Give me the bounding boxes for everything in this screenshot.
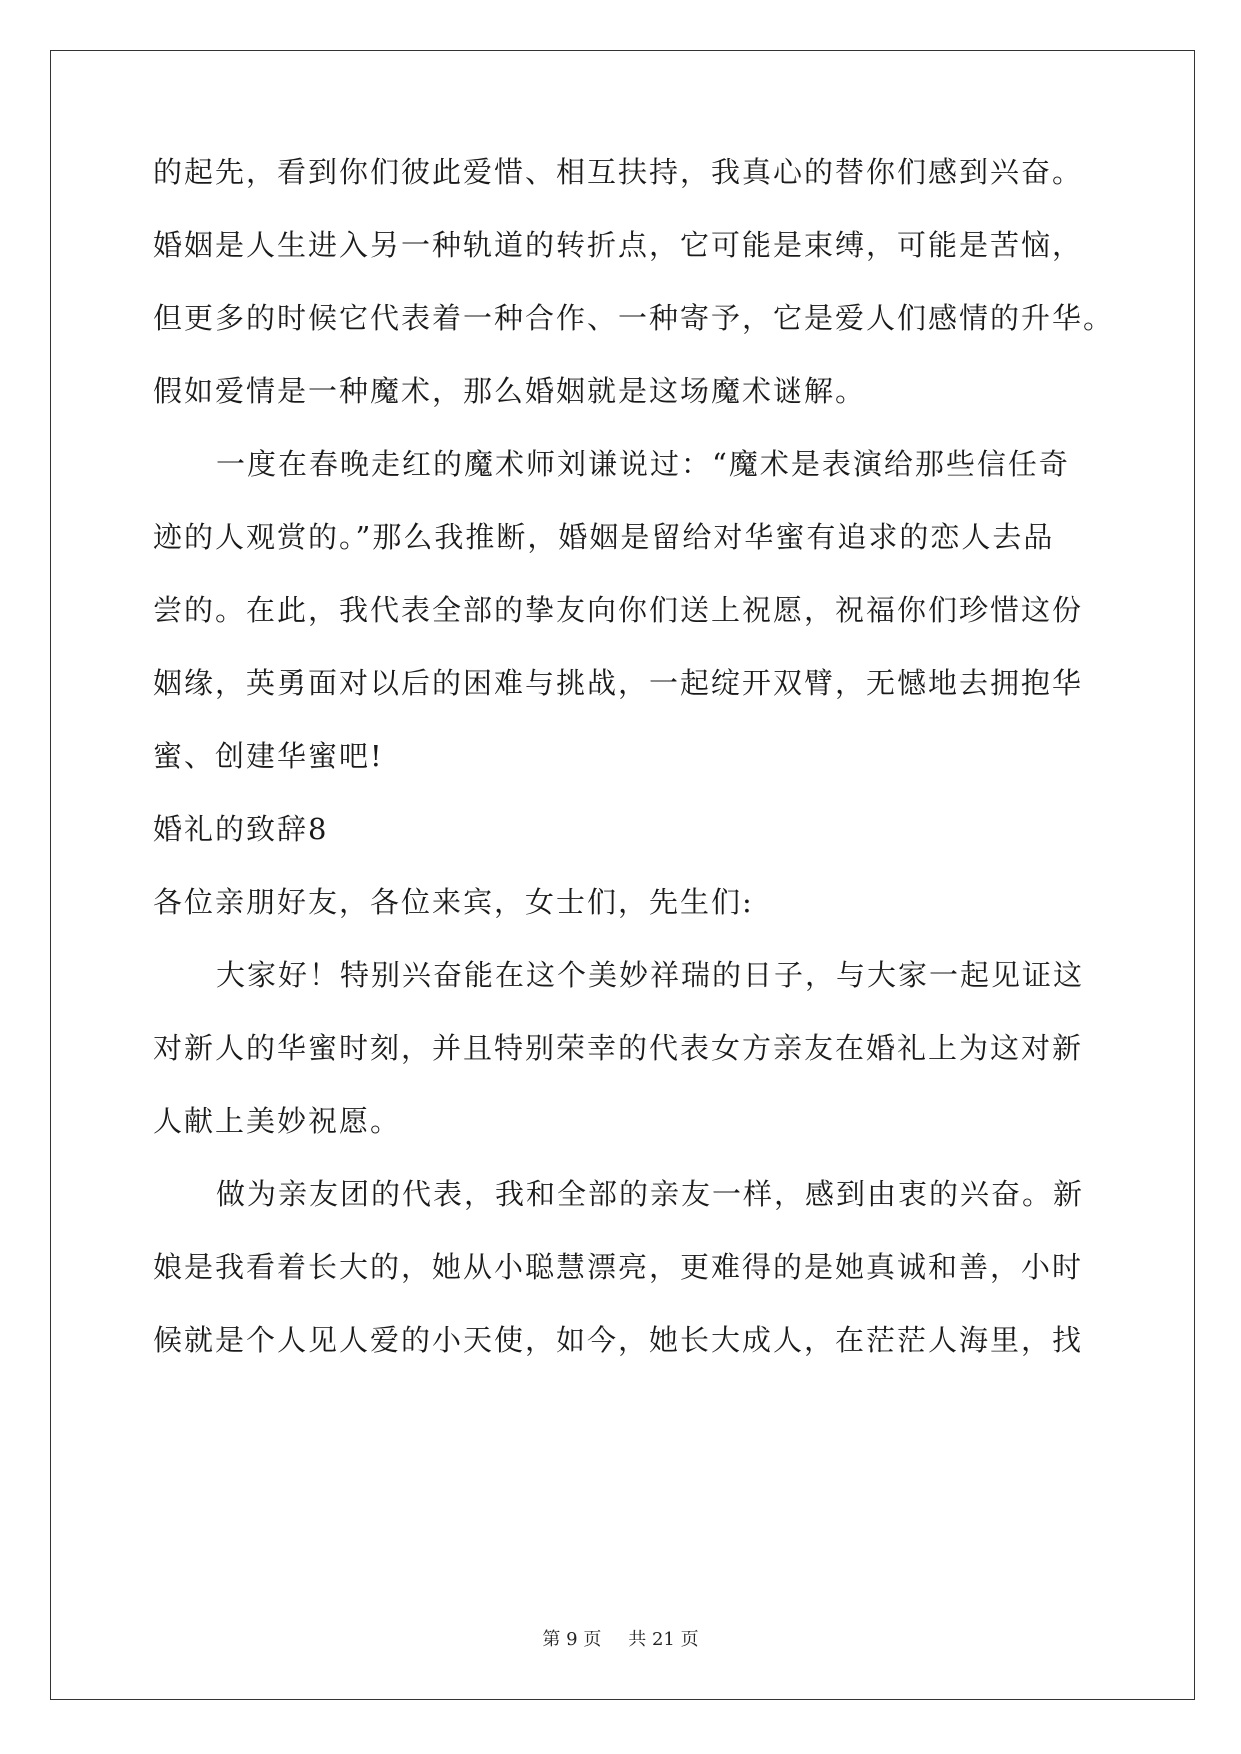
text-line: 婚姻是人生进入另一种轨道的转折点，它可能是束缚，可能是苦恼， bbox=[153, 228, 1084, 262]
salutation: 各位亲朋好友，各位来宾，女士们，先生们: bbox=[153, 885, 754, 919]
text-line: 候就是个人见人爱的小天使，如今，她长大成人，在茫茫人海里，找 bbox=[153, 1323, 1084, 1357]
section-heading: 婚礼的致辞8 bbox=[153, 812, 329, 846]
page-footer bbox=[0, 1628, 1241, 1652]
text-line: 但更多的时候它代表着一种合作、一种寄予，它是爱人们感情的升华。 bbox=[153, 301, 1115, 335]
text-line: 尝的。在此，我代表全部的挚友向你们送上祝愿，祝福你们珍惜这份 bbox=[153, 593, 1084, 627]
page-number: 第 9 页 bbox=[542, 1629, 602, 1650]
text-line: 迹的人观赏的。”那么我推断，婚姻是留给对华蜜有追求的恋人去品 bbox=[153, 520, 1055, 554]
text-line: 假如爱情是一种魔术，那么婚姻就是这场魔术谜解。 bbox=[153, 374, 867, 408]
text-line: 大家好！特别兴奋能在这个美妙祥瑞的日子，与大家一起见证这 bbox=[216, 958, 1085, 992]
text-line: 人献上美妙祝愿。 bbox=[153, 1104, 402, 1138]
text-line: 的起先，看到你们彼此爱惜、相互扶持，我真心的替你们感到兴奋。 bbox=[153, 155, 1084, 189]
text-line: 做为亲友团的代表，我和全部的亲友一样，感到由衷的兴奋。新 bbox=[216, 1177, 1085, 1211]
text-line: 娘是我看着长大的，她从小聪慧漂亮，更难得的是她真诚和善，小时 bbox=[153, 1250, 1084, 1284]
page-total: 共 21 页 bbox=[628, 1629, 699, 1650]
text-line: 一度在春晚走红的魔术师刘谦说过：“魔术是表演给那些信任奇 bbox=[216, 447, 1070, 481]
text-line: 对新人的华蜜时刻，并且特别荣幸的代表女方亲友在婚礼上为这对新 bbox=[153, 1031, 1084, 1065]
text-line: 姻缘，英勇面对以后的困难与挑战，一起绽开双臂，无憾地去拥抱华 bbox=[153, 666, 1084, 700]
text-line: 蜜、创建华蜜吧! bbox=[153, 739, 384, 773]
